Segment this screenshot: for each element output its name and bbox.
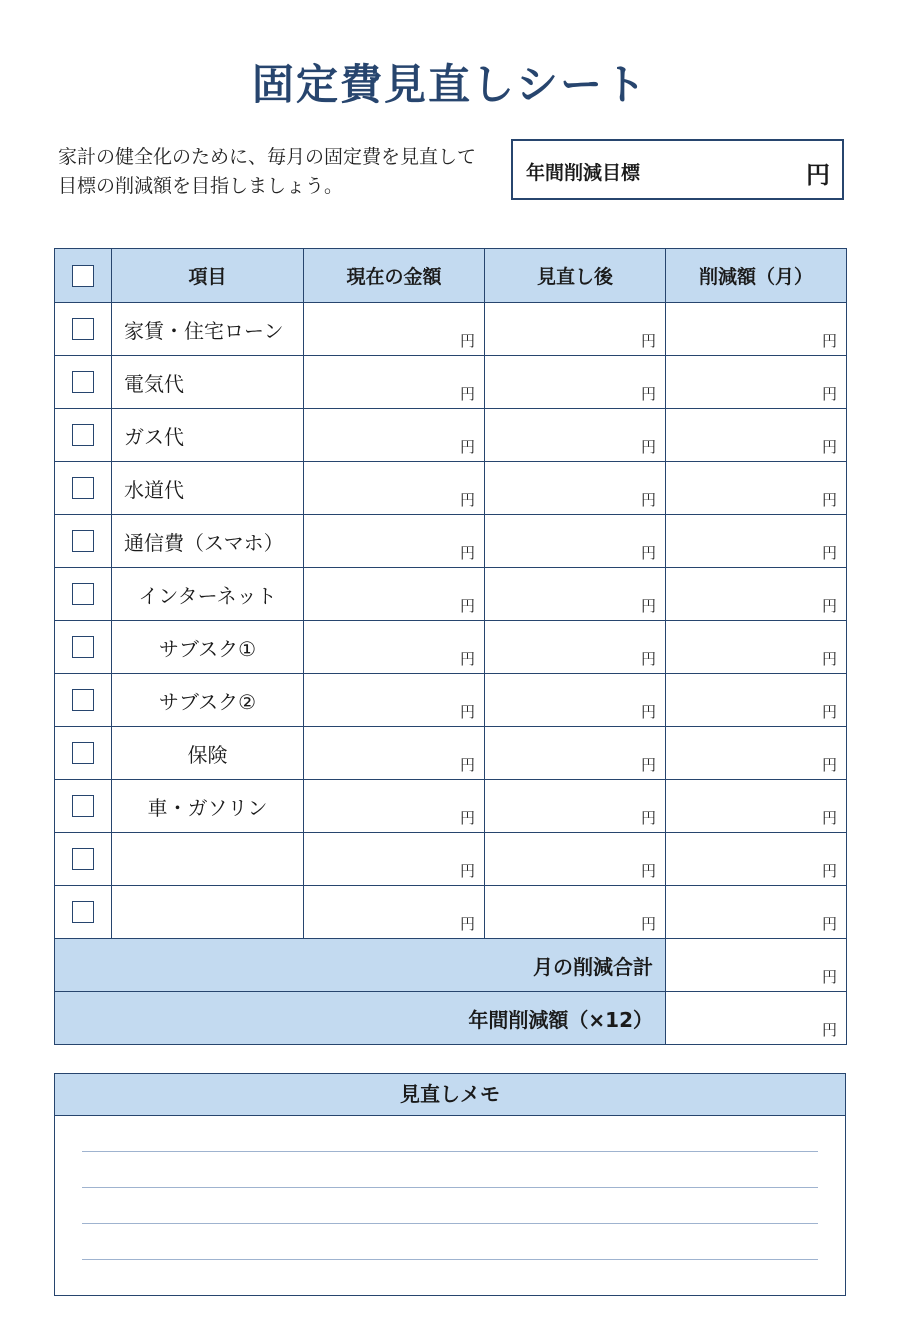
yen-unit: 円 xyxy=(640,491,656,509)
monthly-savings-field[interactable] xyxy=(666,409,847,462)
row-checkbox-cell xyxy=(55,515,112,568)
yen-unit: 円 xyxy=(640,756,656,774)
header-monthly-savings: 削減額（月） xyxy=(666,249,847,303)
item-name: 家賃・住宅ローン xyxy=(124,319,284,343)
yen-unit: 円 xyxy=(821,544,837,562)
current-amount-field[interactable] xyxy=(304,409,485,462)
header-after-review: 見直し後 xyxy=(485,249,666,303)
item-name-cell[interactable] xyxy=(112,303,304,356)
yen-unit: 円 xyxy=(821,915,837,933)
table-row xyxy=(55,727,847,780)
item-name-cell[interactable] xyxy=(112,409,304,462)
memo-writing-line[interactable] xyxy=(82,1223,818,1224)
after-review-field[interactable] xyxy=(485,780,666,833)
item-name-cell[interactable] xyxy=(112,462,304,515)
header-item: 項目 xyxy=(112,249,304,303)
yen-unit: 円 xyxy=(459,756,475,774)
item-name-cell[interactable] xyxy=(112,780,304,833)
table-row xyxy=(55,462,847,515)
annual-goal-unit: 円 xyxy=(806,161,830,189)
annual-total-row xyxy=(55,992,847,1045)
table-row xyxy=(55,303,847,356)
after-review-field[interactable] xyxy=(485,462,666,515)
yen-unit: 円 xyxy=(821,332,837,350)
monthly-savings-field[interactable] xyxy=(666,462,847,515)
row-checkbox[interactable] xyxy=(72,477,94,499)
memo-writing-line[interactable] xyxy=(82,1151,818,1152)
header-checkbox[interactable] xyxy=(72,265,94,287)
after-review-field[interactable] xyxy=(485,409,666,462)
row-checkbox[interactable] xyxy=(72,530,94,552)
item-name: サブスク② xyxy=(158,690,257,714)
current-amount-field[interactable] xyxy=(304,780,485,833)
yen-unit: 円 xyxy=(459,809,475,827)
monthly-savings-field[interactable] xyxy=(666,833,847,886)
yen-unit: 円 xyxy=(459,915,475,933)
monthly-savings-field[interactable] xyxy=(666,515,847,568)
current-amount-field[interactable] xyxy=(304,303,485,356)
yen-unit: 円 xyxy=(459,385,475,403)
item-name: 保険 xyxy=(187,743,228,767)
annual-total-field[interactable] xyxy=(666,992,847,1045)
yen-unit: 円 xyxy=(459,597,475,615)
yen-unit: 円 xyxy=(459,703,475,721)
header-checkbox-cell xyxy=(55,249,112,303)
monthly-savings-field[interactable] xyxy=(666,886,847,939)
memo-section xyxy=(54,1073,846,1296)
row-checkbox-cell xyxy=(55,409,112,462)
row-checkbox-cell xyxy=(55,303,112,356)
monthly-total-field[interactable] xyxy=(666,939,847,992)
after-review-field[interactable] xyxy=(485,303,666,356)
item-name: インターネット xyxy=(138,584,277,608)
row-checkbox[interactable] xyxy=(72,424,94,446)
yen-unit: 円 xyxy=(640,332,656,350)
annual-goal-label: 年間削減目標 xyxy=(526,162,641,184)
item-name-cell[interactable] xyxy=(112,621,304,674)
row-checkbox-cell xyxy=(55,674,112,727)
item-name-cell[interactable] xyxy=(112,568,304,621)
monthly-savings-field[interactable] xyxy=(666,780,847,833)
after-review-field[interactable] xyxy=(485,515,666,568)
table-row xyxy=(55,356,847,409)
row-checkbox-cell xyxy=(55,833,112,886)
annual-total-label: 年間削減額（×12） xyxy=(55,992,666,1045)
item-name: サブスク① xyxy=(158,637,257,661)
current-amount-field[interactable] xyxy=(304,674,485,727)
yen-unit: 円 xyxy=(821,385,837,403)
memo-writing-line[interactable] xyxy=(82,1187,818,1188)
monthly-savings-field[interactable] xyxy=(666,303,847,356)
current-amount-field[interactable] xyxy=(304,833,485,886)
yen-unit: 円 xyxy=(821,597,837,615)
yen-unit: 円 xyxy=(821,703,837,721)
yen-unit: 円 xyxy=(640,915,656,933)
yen-unit: 円 xyxy=(459,862,475,880)
monthly-total-label: 月の削減合計 xyxy=(55,939,666,992)
table-row xyxy=(55,568,847,621)
yen-unit: 円 xyxy=(640,650,656,668)
yen-unit: 円 xyxy=(640,862,656,880)
fixed-cost-table xyxy=(54,248,847,1045)
yen-unit: 円 xyxy=(821,650,837,668)
table-row xyxy=(55,674,847,727)
row-checkbox-cell xyxy=(55,727,112,780)
yen-unit: 円 xyxy=(459,332,475,350)
monthly-savings-field[interactable] xyxy=(666,356,847,409)
after-review-field[interactable] xyxy=(485,727,666,780)
current-amount-field[interactable] xyxy=(304,621,485,674)
yen-unit: 円 xyxy=(821,968,837,986)
row-checkbox-cell xyxy=(55,356,112,409)
header-current-amount: 現在の金額 xyxy=(304,249,485,303)
monthly-savings-field[interactable] xyxy=(666,674,847,727)
item-name: 車・ガソリン xyxy=(147,796,268,820)
table-row xyxy=(55,621,847,674)
item-name xyxy=(124,833,303,845)
row-checkbox[interactable] xyxy=(72,583,94,605)
annual-goal-box[interactable] xyxy=(511,139,844,200)
item-name-cell[interactable] xyxy=(112,515,304,568)
yen-unit: 円 xyxy=(459,544,475,562)
table-row xyxy=(55,833,847,886)
yen-unit: 円 xyxy=(821,491,837,509)
table-row xyxy=(55,409,847,462)
after-review-field[interactable] xyxy=(485,621,666,674)
yen-unit: 円 xyxy=(821,809,837,827)
item-name-cell[interactable] xyxy=(112,886,304,939)
after-review-field[interactable] xyxy=(485,674,666,727)
item-name: ガス代 xyxy=(124,425,184,449)
monthly-savings-field[interactable] xyxy=(666,727,847,780)
row-checkbox[interactable] xyxy=(72,636,94,658)
yen-unit: 円 xyxy=(459,491,475,509)
item-name: 通信費（スマホ） xyxy=(124,531,284,555)
item-name xyxy=(124,886,303,898)
row-checkbox-cell xyxy=(55,886,112,939)
current-amount-field[interactable] xyxy=(304,356,485,409)
table-header-row xyxy=(55,249,847,303)
item-name: 電気代 xyxy=(124,372,184,396)
yen-unit: 円 xyxy=(640,438,656,456)
row-checkbox[interactable] xyxy=(72,901,94,923)
memo-writing-line[interactable] xyxy=(82,1259,818,1260)
yen-unit: 円 xyxy=(821,862,837,880)
table-row xyxy=(55,515,847,568)
monthly-savings-field[interactable] xyxy=(666,568,847,621)
yen-unit: 円 xyxy=(640,385,656,403)
yen-unit: 円 xyxy=(821,438,837,456)
row-checkbox-cell xyxy=(55,462,112,515)
row-checkbox[interactable] xyxy=(72,795,94,817)
yen-unit: 円 xyxy=(821,756,837,774)
monthly-total-row xyxy=(55,939,847,992)
memo-title: 見直しメモ xyxy=(55,1074,845,1116)
table-row xyxy=(55,780,847,833)
row-checkbox-cell xyxy=(55,621,112,674)
intro-text: 家計の健全化のために、毎月の固定費を見直して目標の削減額を目指しましょう。 xyxy=(58,146,477,197)
row-checkbox[interactable] xyxy=(72,689,94,711)
yen-unit: 円 xyxy=(640,544,656,562)
row-checkbox[interactable] xyxy=(72,371,94,393)
item-name-cell[interactable] xyxy=(112,674,304,727)
item-name: 水道代 xyxy=(124,478,184,502)
after-review-field[interactable] xyxy=(485,568,666,621)
item-name-cell[interactable] xyxy=(112,727,304,780)
table-row xyxy=(55,886,847,939)
yen-unit: 円 xyxy=(459,438,475,456)
current-amount-field[interactable] xyxy=(304,462,485,515)
row-checkbox[interactable] xyxy=(72,318,94,340)
after-review-field[interactable] xyxy=(485,886,666,939)
after-review-field[interactable] xyxy=(485,833,666,886)
yen-unit: 円 xyxy=(821,1021,837,1039)
row-checkbox-cell xyxy=(55,568,112,621)
row-checkbox[interactable] xyxy=(72,742,94,764)
current-amount-field[interactable] xyxy=(304,886,485,939)
item-name-cell[interactable] xyxy=(112,356,304,409)
item-name-cell[interactable] xyxy=(112,833,304,886)
current-amount-field[interactable] xyxy=(304,568,485,621)
after-review-field[interactable] xyxy=(485,356,666,409)
row-checkbox-cell xyxy=(55,780,112,833)
page-title: 固定費見直しシート xyxy=(251,60,648,109)
monthly-savings-field[interactable] xyxy=(666,621,847,674)
row-checkbox[interactable] xyxy=(72,848,94,870)
yen-unit: 円 xyxy=(640,597,656,615)
yen-unit: 円 xyxy=(640,703,656,721)
yen-unit: 円 xyxy=(640,809,656,827)
current-amount-field[interactable] xyxy=(304,515,485,568)
current-amount-field[interactable] xyxy=(304,727,485,780)
yen-unit: 円 xyxy=(459,650,475,668)
